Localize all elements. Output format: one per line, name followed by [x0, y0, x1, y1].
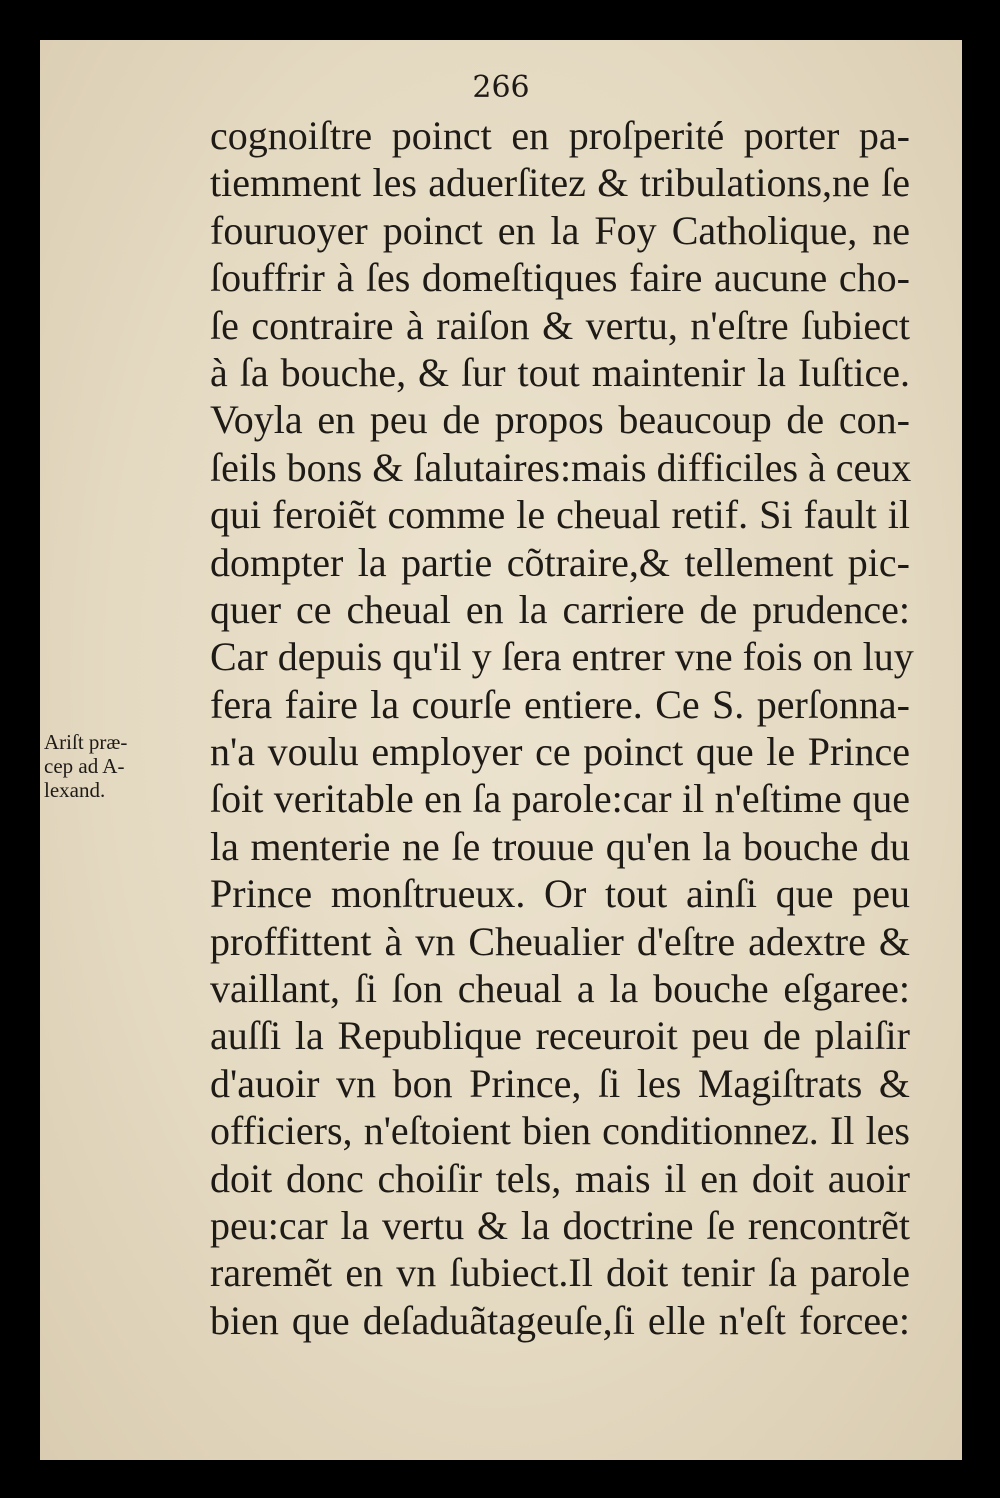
text-line: auſſi la Republique receuroit peu de plaiſir [210, 1013, 910, 1059]
text-line: dompter la partie cõtraire,& tellement pic- [210, 539, 910, 585]
text-line: quer ce cheual en la carriere de prudence: [210, 586, 910, 632]
text-line: officiers, n'eſtoient bien conditionnez. Il les [210, 1108, 910, 1154]
text-line: doit donc choiſir tels, mais il en doit auoir [210, 1155, 910, 1201]
book-page [40, 40, 962, 1460]
text-line: n'a voulu employer ce poinct que le Prince [210, 729, 910, 775]
text-line: tiemment les aduerſitez & tribulations,ne ſe [210, 160, 910, 206]
text-line: bien que deſaduãtageuſe,ſi elle n'eſt forcee: [210, 1297, 910, 1343]
text-line: vaillant, ſi ſon cheual a la bouche eſgaree: [210, 966, 910, 1012]
text-line: Car depuis qu'il y ſera entrer vne fois on luy [210, 634, 914, 680]
text-line: ſouffrir à ſes domeſtiques faire aucune cho- [210, 255, 910, 301]
text-line: ſe contraire à raiſon & vertu, n'eſtre ſubiect [210, 302, 910, 348]
text-line: à ſa bouche, & ſur tout maintenir la Iuſtice. [210, 349, 910, 395]
text-line: qui feroiẽt comme le cheual retif. Si fault il [210, 492, 910, 538]
margin-note-line: Ariſt præ- [44, 730, 128, 754]
margin-note-line: lexand. [44, 778, 106, 802]
margin-note-line: cep ad A- [44, 754, 125, 778]
page-number: 266 [472, 70, 530, 105]
body-text [210, 112, 914, 1344]
text-line: peu:car la vertu & la doctrine ſe rencontrẽt [210, 1202, 910, 1248]
text-line: Voyla en peu de propos beaucoup de con- [210, 397, 910, 443]
text-line: Prince monſtrueux. Or tout ainſi que peu [210, 871, 910, 917]
text-line: proffittent à vn Cheualier d'eſtre adextre & [210, 918, 910, 964]
text-line: la menterie ne ſe trouue qu'en la bouche du [210, 823, 910, 869]
text-line: fera faire la courſe entiere. Ce S. perſonna- [210, 681, 910, 727]
margin-note [44, 730, 194, 802]
text-line: raremẽt en vn ſubiect.Il doit tenir ſa parole [210, 1250, 910, 1296]
text-line: ſeils bons & ſalutaires:mais difficiles à ceux [210, 444, 912, 490]
text-line: d'auoir vn bon Prince, ſi les Magiſtrats & [210, 1060, 910, 1106]
text-line: fouruoyer poinct en la Foy Catholique, ne [210, 207, 910, 253]
text-line: cognoiſtre poinct en proſperité porter pa- [210, 113, 910, 158]
text-line: ſoit veritable en ſa parole:car il n'eſtime que [210, 776, 910, 822]
